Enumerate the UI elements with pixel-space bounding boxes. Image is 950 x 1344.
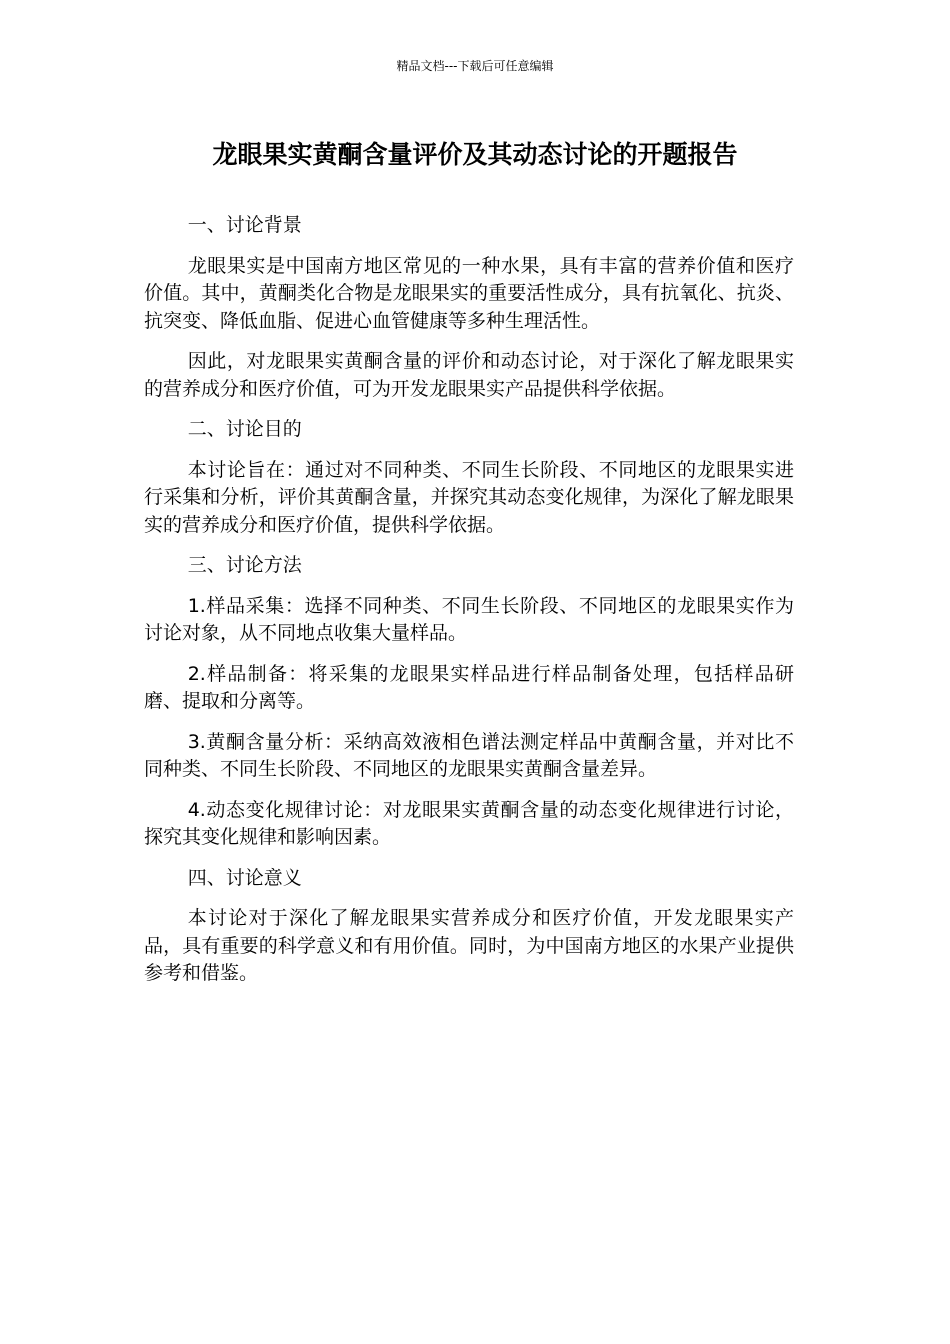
section-heading-purpose: 二、讨论目的	[187, 418, 302, 440]
document-title: 龙眼果实黄酮含量评价及其动态讨论的开题报告	[212, 140, 738, 169]
section-heading-significance: 四、讨论意义	[187, 866, 302, 889]
method-item: 3.黄酮含量分析：采纳高效液相色谱法测定样品中黄酮含量，并对比不同种类、不同生长阶段、不同地区的龙眼果实黄酮含量差异。	[144, 730, 794, 780]
paragraph: 龙眼果实是中国南方地区常见的一种水果，具有丰富的营养价值和医疗价值。其中，黄酮类化合物是龙眼果实的重要活性成分，具有抗氧化、抗炎、抗突变、降低血脂、促进心血管健康等多种生理活性。	[144, 254, 794, 332]
paragraph: 本讨论旨在：通过对不同种类、不同生长阶段、不同地区的龙眼果实进行采集和分析，评价其黄酮含量，并探究其动态变化规律，为深化了解龙眼果实的营养成分和医疗价值，提供科学依据。	[144, 458, 794, 536]
method-item: 4.动态变化规律讨论：对龙眼果实黄酮含量的动态变化规律进行讨论，探究其变化规律和影响因素。	[144, 798, 794, 848]
method-item: 1.样品采集：选择不同种类、不同生长阶段、不同地区的龙眼果实作为讨论对象，从不同地点收集大量样品。	[144, 594, 794, 644]
header-note: 精品文档---下载后可任意编辑	[396, 59, 554, 73]
section-heading-background: 一、讨论背景	[187, 214, 302, 236]
document-body	[144, 212, 794, 1001]
paragraph: 因此，对龙眼果实黄酮含量的评价和动态讨论，对于深化了解龙眼果实的营养成分和医疗价值，可为开发龙眼果实产品提供科学依据。	[144, 350, 794, 400]
section-heading-methods: 三、讨论方法	[187, 554, 302, 576]
paragraph: 本讨论对于深化了解龙眼果实营养成分和医疗价值，开发龙眼果实产品，具有重要的科学意义和有用价值。同时，为中国南方地区的水果产业提供参考和借鉴。	[144, 907, 794, 984]
method-item: 2.样品制备：将采集的龙眼果实样品进行样品制备处理，包括样品研磨、提取和分离等。	[144, 662, 794, 712]
